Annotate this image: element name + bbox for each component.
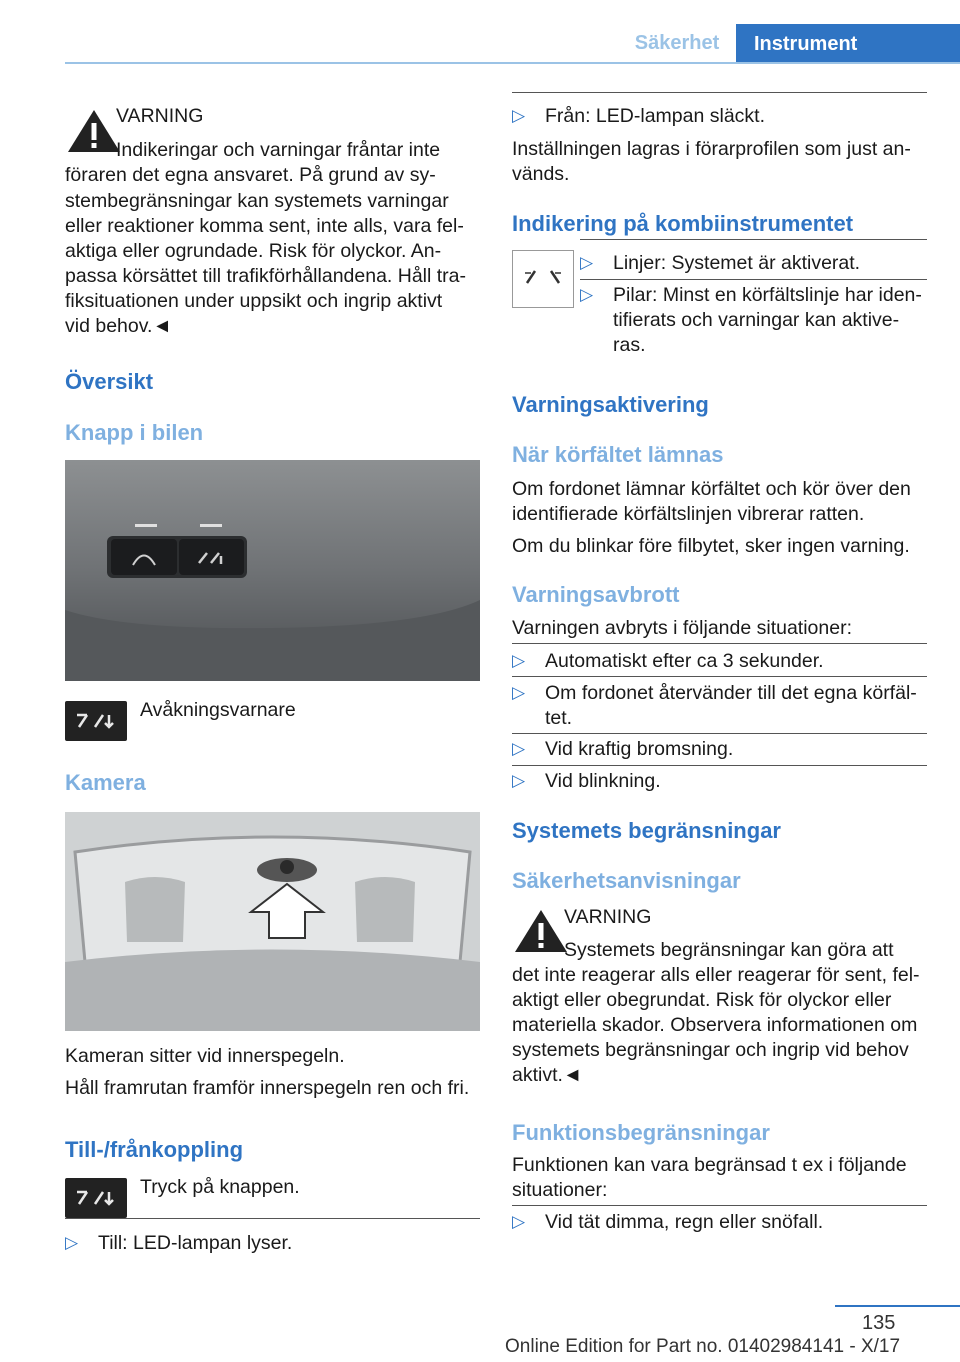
warning-line: aktiga eller ogrundade. Risk för olyckor. An- — [65, 240, 442, 262]
lane-lines-indicator-icon — [512, 250, 574, 308]
nar-line: identifierade körfältslinjen vibrerar ratten. — [512, 503, 865, 525]
separator — [65, 1218, 480, 1219]
heading-systemets-begransningar: Systemets begränsningar — [512, 818, 781, 843]
bullet-text: Vid kraftig bromsning. — [545, 738, 734, 760]
heading-knapp: Knapp i bilen — [65, 420, 204, 445]
button-photo — [65, 460, 480, 681]
heading-funktionsbegransningar: Funktionsbegränsningar — [512, 1120, 770, 1145]
lane-departure-icon — [65, 701, 127, 741]
bullet-text-cont: tifierats och varningar kan aktive- — [613, 309, 900, 331]
tab-sakerhet[interactable]: Säkerhet — [634, 31, 720, 54]
heading-nar-korfaltet: När körfältet lämnas — [512, 442, 724, 467]
warning-line: materiella skador. Observera informationen om — [512, 1014, 918, 1036]
bullet-triangle-icon: ▷ — [512, 739, 526, 758]
separator — [512, 733, 927, 734]
list-item — [512, 680, 917, 706]
list-item — [512, 736, 733, 762]
bullet-triangle-icon: ▷ — [580, 253, 594, 272]
list-item — [512, 648, 824, 674]
warning-line: föraren det egna ansvaret. På grund av sy- — [65, 164, 436, 186]
bullet-text-cont: tet. — [545, 707, 573, 729]
bullet-triangle-icon: ▷ — [512, 771, 526, 790]
heading-kamera: Kamera — [65, 770, 146, 795]
bullet-text: Om fordonet återvänder till det egna körfäl- — [545, 682, 917, 704]
separator — [512, 643, 927, 644]
bullet-triangle-icon: ▷ — [512, 1212, 526, 1231]
bullet-triangle-icon: ▷ — [512, 651, 526, 670]
warning-line: eller reaktioner komma sent, inte alls, vara fel- — [65, 215, 464, 237]
installning-line: Inställningen lagras i förarprofilen som just an- — [512, 138, 911, 160]
warning-line: aktigt eller obegrundat. Risk för olyckor eller — [512, 989, 892, 1011]
bullet-text: Linjer: Systemet är aktiverat. — [613, 252, 861, 274]
bullet-text: Pilar: Minst en körfältslinje har iden- — [613, 284, 922, 306]
bullet-triangle-icon: ▷ — [580, 285, 594, 304]
bullet-triangle-icon: ▷ — [512, 683, 526, 702]
header-rule — [65, 62, 960, 64]
nar-line: Om fordonet lämnar körfältet och kör över den — [512, 478, 911, 500]
list-item — [512, 103, 765, 129]
list-item — [580, 250, 860, 276]
heading-till-frankoppling: Till-/frånkoppling — [65, 1137, 244, 1162]
list-item — [580, 282, 922, 308]
warning-line: stembegränsningar kan systemets varningar — [65, 190, 449, 212]
heading-sakerhetsanvisningar: Säkerhetsanvisningar — [512, 868, 741, 893]
heading-varningsavbrott: Varningsavbrott — [512, 582, 680, 607]
bullet-text: Från: LED-lampan släckt. — [545, 105, 765, 127]
heading-oversikt: Översikt — [65, 369, 154, 394]
warning-text-first: Systemets begränsningar kan göra att — [564, 939, 894, 961]
tab-instrument[interactable]: Instrument — [736, 24, 960, 64]
separator — [580, 279, 927, 280]
separator — [580, 239, 927, 240]
bullet-text: Till: LED-lampan lyser. — [98, 1232, 293, 1254]
warning-icon — [65, 106, 123, 156]
warning-icon — [512, 906, 570, 956]
warning-line: systemets begränsningar och ingrip vid behov — [512, 1039, 909, 1061]
footer-rule — [835, 1305, 960, 1307]
blinkar-text: Om du blinkar före filbytet, sker ingen varning. — [512, 535, 910, 557]
warning-line: vid behov.◄ — [65, 315, 172, 337]
separator — [512, 1205, 927, 1206]
warning-title: VARNING — [116, 105, 204, 127]
separator — [512, 765, 927, 766]
avbrott-intro: Varningen avbryts i följande situationer: — [512, 617, 853, 639]
camera-photo — [65, 812, 480, 1031]
funk-line: situationer: — [512, 1179, 608, 1201]
avakningsvarnare-label: Avåkningsvarnare — [140, 699, 296, 721]
warning-text-first: Indikeringar och varningar fråntar inte — [116, 139, 441, 161]
warning-line: passa körsättet till trafikförhållandena. Håll tra- — [65, 265, 467, 287]
kamera-text-2: Håll framrutan framför innerspegeln ren och fri. — [65, 1077, 470, 1099]
edition-text: Online Edition for Part no. 01402984141 - X/17 — [505, 1336, 901, 1357]
installning-line: vänds. — [512, 163, 570, 185]
warning-line: aktivt.◄ — [512, 1064, 583, 1086]
tryck-text: Tryck på knappen. — [140, 1176, 300, 1198]
warning-line: det inte reagerar alls eller reagerar för sent, fel- — [512, 964, 920, 986]
bullet-text: Vid blinkning. — [545, 770, 661, 792]
bullet-triangle-icon: ▷ — [512, 106, 526, 125]
warning-line: fiksituationen under uppsikt och ingrip aktivt — [65, 290, 443, 312]
lane-departure-icon — [65, 1178, 127, 1218]
list-item — [65, 1230, 292, 1256]
heading-indikering: Indikering på kombiinstrumentet — [512, 211, 854, 236]
funk-line: Funktionen kan vara begränsad t ex i följande — [512, 1154, 907, 1176]
bullet-text: Automatiskt efter ca 3 sekunder. — [545, 650, 824, 672]
list-item — [512, 1209, 823, 1235]
separator — [512, 92, 927, 93]
bullet-text: Vid tät dimma, regn eller snöfall. — [545, 1211, 824, 1233]
bullet-triangle-icon: ▷ — [65, 1233, 79, 1252]
warning-title: VARNING — [564, 906, 652, 928]
page-number: 135 — [862, 1312, 896, 1334]
kamera-text-1: Kameran sitter vid innerspegeln. — [65, 1045, 345, 1067]
heading-varningsaktivering: Varningsaktivering — [512, 392, 709, 417]
separator — [512, 676, 927, 677]
bullet-text-cont: ras. — [613, 334, 646, 356]
list-item — [512, 768, 661, 794]
